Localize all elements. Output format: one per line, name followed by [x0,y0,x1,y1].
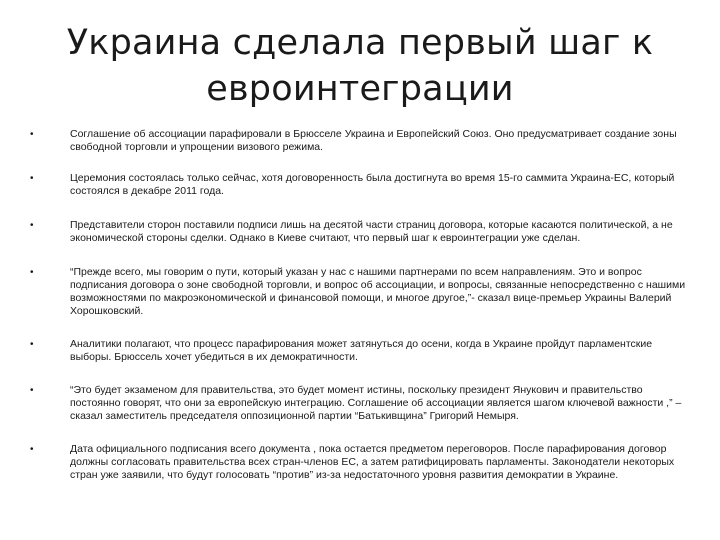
bullet-glyph: • [30,267,34,278]
bullet-item [30,172,690,198]
bullet-item [30,266,690,318]
bullet-glyph: • [30,444,34,455]
bullet-text: Представители сторон поставили подписи лишь на десятой части страниц договора, которые касаются политической, а не экономической стороны сделки. Однако в Киеве считают, что первый шаг к евроинтеграции уже сделан. [70,219,673,244]
bullet-item [30,219,690,245]
bullet-glyph: • [30,220,34,231]
bullet-item [30,128,690,154]
bullet-item [30,384,690,423]
bullet-text: Дата официального подписания всего документа , пока остается предметом переговоров. После парафирования договор должны согласовать правительства всех стран-членов ЕС, а затем ратифицировать парламенты. Законодатели некоторых стран уже заявили, что будут голосовать “против” из-за недостаточного уровня развития демократии в Украине. [70,443,675,481]
bullet-item [30,443,690,482]
slide-title: Украина сделала первый шаг к евроинтеграции [66,23,654,109]
bullet-text: Аналитики полагают, что процесс парафирования может затянуться до осени, когда в Украине пройдут парламентские выборы. Брюссель хочет убедиться в их демократичности. [70,338,653,363]
bullet-list [30,128,690,482]
bullet-glyph: • [30,129,34,140]
bullet-glyph: • [30,173,34,184]
bullet-text: Соглашение об ассоциации парафировали в Брюсселе Украина и Европейский Союз. Оно предусматривает создание зоны свободной торговли и упрощении визового режима. [70,128,677,153]
bullet-glyph: • [30,385,34,396]
bullet-text: Церемония состоялась только сейчас, хотя договоренность была достигнута во время 15-го саммита Украина-ЕС, который состоялся в декабре 2011 года. [70,172,675,197]
bullet-text: “Это будет экзаменом для правительства, это будет момент истины, поскольку президент Янукович и правительство постоянно говорят, что они за европейскую интеграцию. Соглашение об ассоциации является шагом ключевой важности ,” – сказал заместитель председателя оппозиционной партии “Батькивщина” Григорий Немыря. [70,384,682,422]
bullet-glyph: • [30,339,34,350]
bullet-item [30,338,690,364]
bullet-text: “Прежде всего, мы говорим о пути, который указан у нас с нашими партнерами по всем направлениям. Это и вопрос подписания договора о зоне свободной торговли, и вопрос об ассоциации, и вопросы, связанные непосредственно с нашими возможностями по макроэкономической и финансовой помощи, и многое другое,”- сказал вице-премьер Украины Валерий Хорошковский. [70,266,686,317]
